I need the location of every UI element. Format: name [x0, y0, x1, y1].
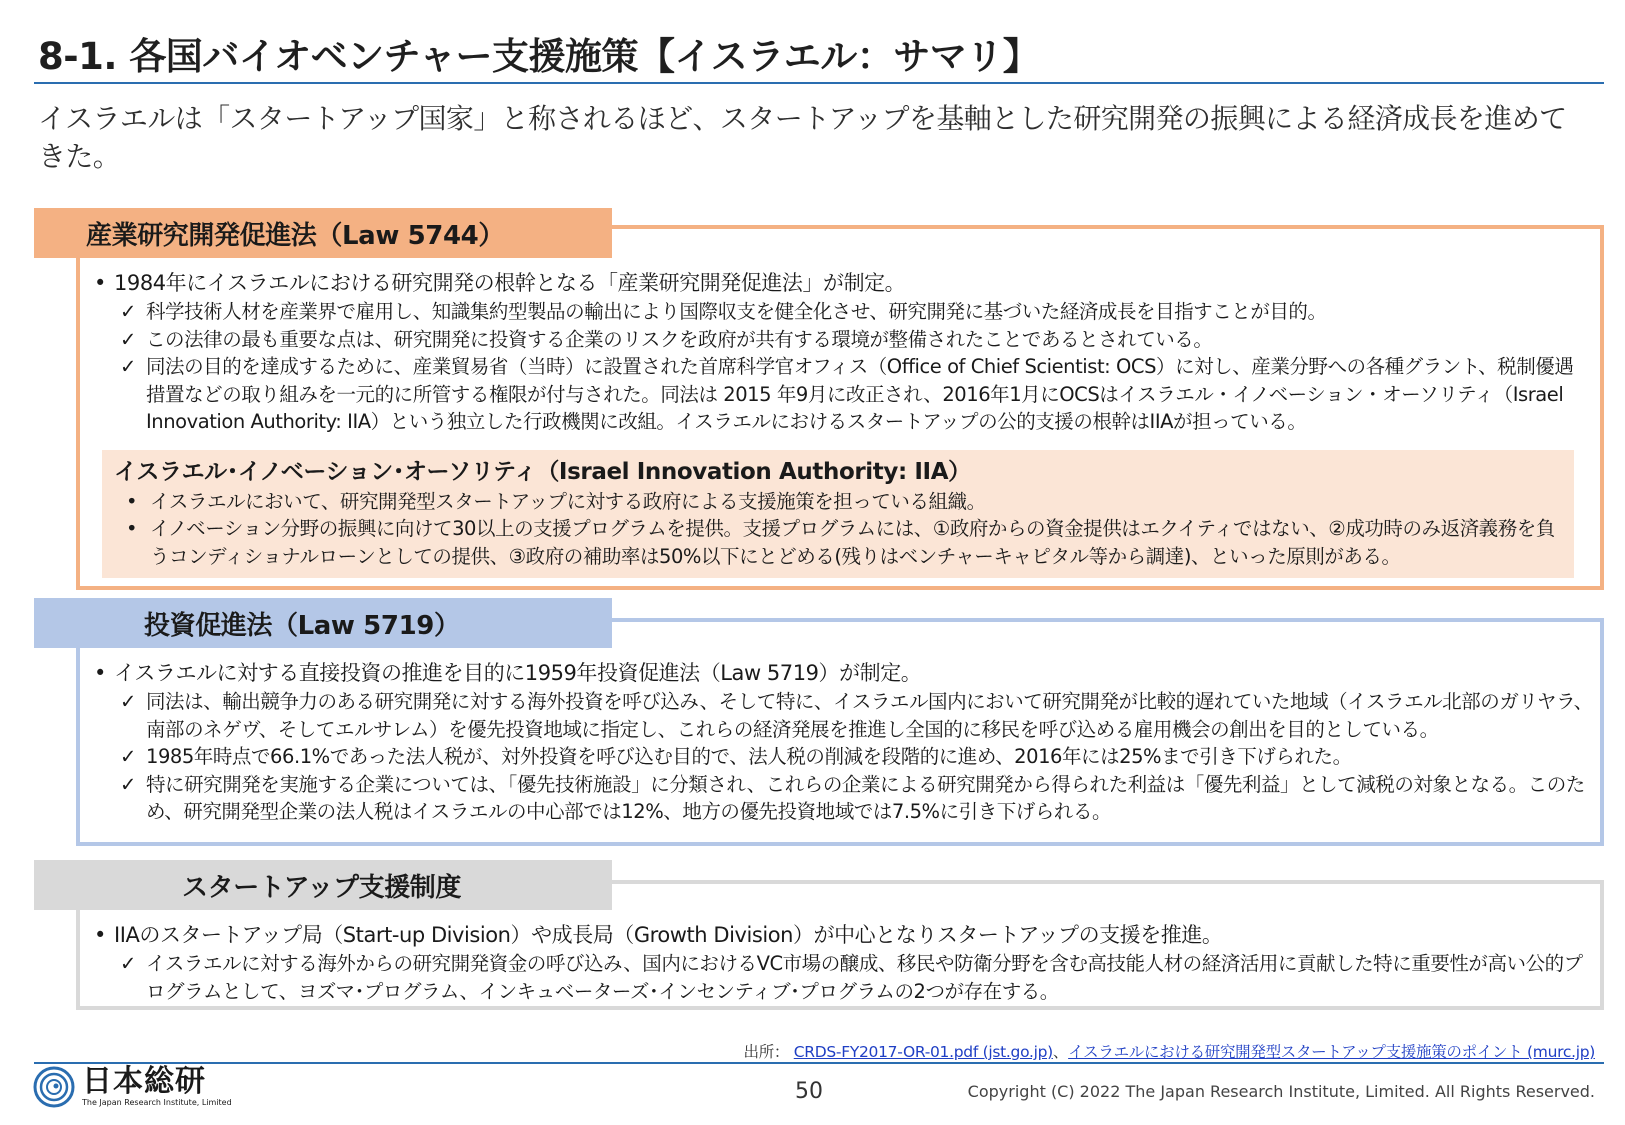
check-icon: ✓: [120, 952, 136, 975]
section-startup-tab: [34, 860, 612, 910]
section-law5719-title: 投資促進法（Law 5719）: [144, 610, 460, 641]
section-startup-check-1: [86, 950, 1586, 1005]
source-citation: [744, 1040, 1596, 1062]
section-startup-title: スタートアップ支援制度: [182, 872, 462, 903]
section-law5744-title: 産業研究開発促進法（Law 5744）: [86, 220, 504, 251]
check-text: この法律の最も重要な点は、研究開発に投資する企業のリスクを政府が共有する環境が整備されたことであるとされている。: [146, 327, 1213, 351]
section-law5719-bullet: • イスラエルに対する直接投資の推進を目的に1959年投資促進法（Law 5719）が制定。: [86, 658, 1596, 688]
check-text: 同法は、輸出競争力のある研究開発に対する海外投資を呼び込み、そして特に、イスラエル国内において研究開発が比較的遅れていた地域（イスラエル北部のガリヤラ、南部のネゲヴ、そしてエルサレム）を優先投資地域に指定し、これらの経済発展を推進し全国的に移民を呼び込める雇用機会の創出を目的としている。: [146, 690, 1593, 741]
section-law5719-content: [86, 658, 1596, 826]
section-law5719-tab: [34, 598, 612, 648]
source-separator: 、: [1052, 1043, 1069, 1061]
source-label: 出所：: [743, 1043, 790, 1061]
copyright-text: Copyright (C) 2022 The Japan Research Institute, Limited. All Rights Reserved.: [967, 1082, 1595, 1101]
iia-bullet-2: • イノベーション分野の振興に向けて30以上の支援プログラムを提供。支援プログラムには、①政府からの資金提供はエクイティではない、②成功時のみ返済義務を負うコンディショナルローンとしての提供、③政府の補助率は50%以下にとどめる(残りはベンチャーキャピタル等から調達)、といった原則がある。: [114, 515, 1560, 570]
section-law5719-check-3: [86, 771, 1596, 826]
page-title: 8-1. 各国バイオベンチャー支援施策【イスラエル：サマリ】: [38, 35, 1040, 78]
section-law5719-check-2: [86, 743, 1596, 771]
check-icon: ✓: [120, 300, 136, 323]
check-text: イスラエルに対する海外からの研究開発資金の呼び込み、国内におけるVC市場の醸成、移民や防衛分野を含む高技能人材の経済活用に貢献した特に重要性が高い公的プログラムとして、ヨズマ･プログラム、インキュベーターズ･インセンティブ･プログラムの2つが存在する。: [146, 952, 1583, 1003]
section-startup-bullet: • IIAのスタートアップ局（Start-up Division）や成長局（Growth Division）が中心となりスタートアップの支援を推進。: [86, 920, 1586, 950]
section-law5744-check-3: [86, 353, 1586, 436]
iia-title: イスラエル･イノベーション･オーソリティ（Israel Innovation Authority: IIA）: [114, 458, 971, 485]
footer-divider: [34, 1062, 1604, 1064]
check-text: 科学技術人材を産業界で雇用し、知識集約型製品の輸出により国際収支を健全化させ、研究開発に基づいた経済成長を目指すことが目的。: [146, 300, 1327, 323]
check-text: 特に研究開発を実施する企業については、「優先技術施設」に分類され、これらの企業による研究開発から得られた利益は「優先利益」として減税の対象となる。このため、研究開発型企業の法人税はイスラエルの中心部では12%、地方の優先投資地域では7.5%に引き下げられる。: [146, 772, 1585, 823]
logo-text: [82, 1066, 232, 1108]
title-divider: [34, 82, 1604, 84]
check-icon: ✓: [120, 327, 136, 351]
check-icon: ✓: [120, 772, 136, 796]
check-text: 同法の目的を達成するために、産業貿易省（当時）に設置された首席科学官オフィス（Office of Chief Scientist: OCS）に対し、産業分野への各種グラント、税制優遇措置などの取り組みを一元的に所管する権限が付与された。同法は 2015 年9月に改正され、2016年1月にOCSはイスラエル・イノベーション・オーソリティ（Israel Innovation Authority: IIA）という独立した行政機関に改組。イスラエルにおけるスタートアップの公的支援の根幹はIIAが担っている。: [146, 355, 1574, 433]
iia-bullet-1: • イスラエルにおいて、研究開発型スタートアップに対する政府による支援施策を担っている組織。: [114, 488, 1560, 516]
source-link-murc[interactable]: イスラエルにおける研究開発型スタートアップ支援施策のポイント (murc.jp): [1068, 1043, 1595, 1061]
logo-subtitle: The Japan Research Institute, Limited: [82, 1098, 232, 1107]
section-law5744-tab: [34, 208, 612, 258]
check-icon: ✓: [120, 690, 136, 713]
page-number: 50: [795, 1079, 823, 1104]
lead-text: イスラエルは「スタートアップ国家」と称されるほど、スタートアップを基軸とした研究開発の振興による経済成長を進めてきた。: [38, 102, 1567, 173]
logo-name: 日本総研: [82, 1064, 206, 1099]
iia-info-box: [102, 450, 1574, 579]
company-logo: [32, 1065, 232, 1109]
source-link-crds[interactable]: CRDS-FY2017-OR-01.pdf (jst.go.jp): [793, 1043, 1053, 1061]
section-law5719-check-1: [86, 688, 1596, 743]
jri-circle-logo-icon: [32, 1065, 76, 1109]
check-icon: ✓: [120, 355, 136, 378]
section-law5744-content: [86, 268, 1586, 578]
section-law5744-check-2: [86, 326, 1586, 354]
check-icon: ✓: [120, 745, 136, 768]
check-text: 1985年時点で66.1%であった法人税が、対外投資を呼び込む目的で、法人税の削減を段階的に進め、2016年には25%まで引き下げられた。: [146, 745, 1352, 768]
section-startup-content: [86, 920, 1586, 1005]
section-law5744-bullet: • 1984年にイスラエルにおける研究開発の根幹となる「産業研究開発促進法」が制定。: [86, 268, 1586, 298]
section-law5744-check-1: [86, 298, 1586, 326]
